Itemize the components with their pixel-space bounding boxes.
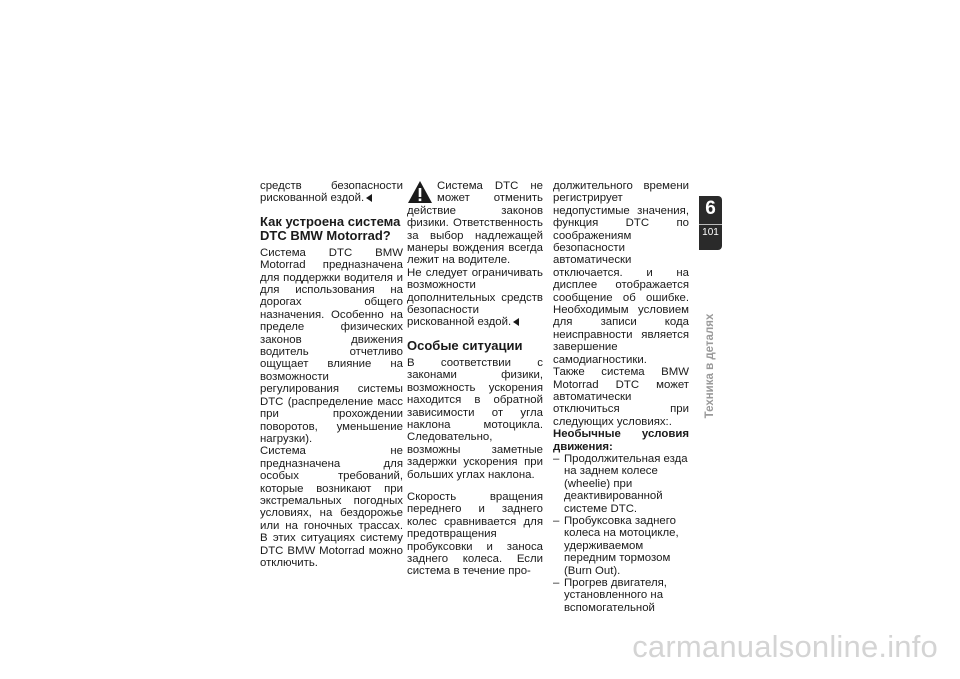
- column-left: [260, 180, 403, 569]
- bullet-dash: –: [553, 577, 560, 589]
- list-item: [553, 577, 689, 614]
- column-right: [553, 180, 689, 614]
- chapter-tab: [699, 196, 722, 250]
- chapter-side-label: [698, 313, 722, 419]
- paragraph-intro: [260, 180, 403, 205]
- chapter-number: 6: [705, 198, 716, 219]
- paragraph-dtc-purpose: Система DTC BMW Motorrad предназначена для поддержки водителя и для использования на дорогах общего назначения. Особенно на пределе физических законов движения водитель отчетливо ощущает влияние на возможности регулирования системы DTC (распределение масс при прохождении поворотов, уменьшение нагрузки).: [260, 246, 403, 445]
- list-item-text: Прогрев двигателя, установленного на вспомогательной: [564, 577, 667, 614]
- bullet-dash: –: [553, 514, 560, 527]
- paragraph-intro-text: средств безопасности рискованной ездой.: [260, 180, 403, 205]
- paragraph-dtc-limits: Система не предназначена для особых требований, которые возникают при экстремальных погодных условиях, на бездорожье или на гоночных трассах. В этих ситуациях систему DTC BMW Motorrad можно отключить.: [260, 445, 403, 569]
- end-mark-icon: [513, 318, 519, 326]
- paragraph-safety: [407, 267, 543, 329]
- paragraph-auto-off: должительного времени регистрирует недопустимые значения, функция DTC по соображениям безопасности автоматически отключается. и на дисплее отображается сообщение об ошибке. Необходимым условием для записи кода неисправности является завершение самодиагностики.: [553, 180, 689, 366]
- paragraph-conditions: Также система BMW Motorrad DTC может автоматически отключиться при следующих условиях:.: [553, 366, 689, 428]
- warning-icon: [407, 180, 433, 204]
- list-item-text: Продолжительная езда на заднем колесе (wheelie) при деактивированной системе DTC.: [564, 452, 688, 515]
- page-number: 101: [699, 224, 722, 239]
- column-middle: [407, 180, 543, 578]
- heading-unusual-conditions: Необычные условия движения:: [553, 428, 689, 453]
- list-item: [553, 515, 689, 577]
- list-item: [553, 453, 689, 515]
- warning-text: Система DTC не может отменить действие законов физики. Ответственность за выбор надлежащей манеры вождения всегда лежит на водителе.: [407, 180, 543, 267]
- heading-special-situations: Особые ситуации: [407, 337, 523, 353]
- list-item-text: Пробуксовка заднего колеса на мотоцикле, удерживаемом передним тормозом (Burn Out).: [564, 514, 679, 577]
- paragraph-wheel-speed: Скорость вращения переднего и заднего колес сравнивается для предотвращения пробуксовки и заноса заднего колеса. Если система в течение про-: [407, 490, 543, 578]
- watermark: carmanualsonline.info: [632, 629, 938, 664]
- warning-block: [407, 180, 543, 267]
- paragraph-physics: В соответствии с законами физики, возможность ускорения находится в обратной зависимости от угла наклона мотоцикла. Следовательно, возможны заметные задержки ускорения при больших углах наклона.: [407, 356, 543, 481]
- heading-dtc-how: Как устроена система DTC BMW Motorrad?: [260, 213, 401, 243]
- paragraph-safety-text: Не следует ограничивать возможности дополнительных средств безопасности рискованной ездой.: [407, 266, 543, 329]
- bullet-dash: –: [553, 452, 560, 465]
- end-mark-icon: [366, 194, 372, 202]
- chapter-side-label-text: Техника в деталях: [704, 313, 716, 419]
